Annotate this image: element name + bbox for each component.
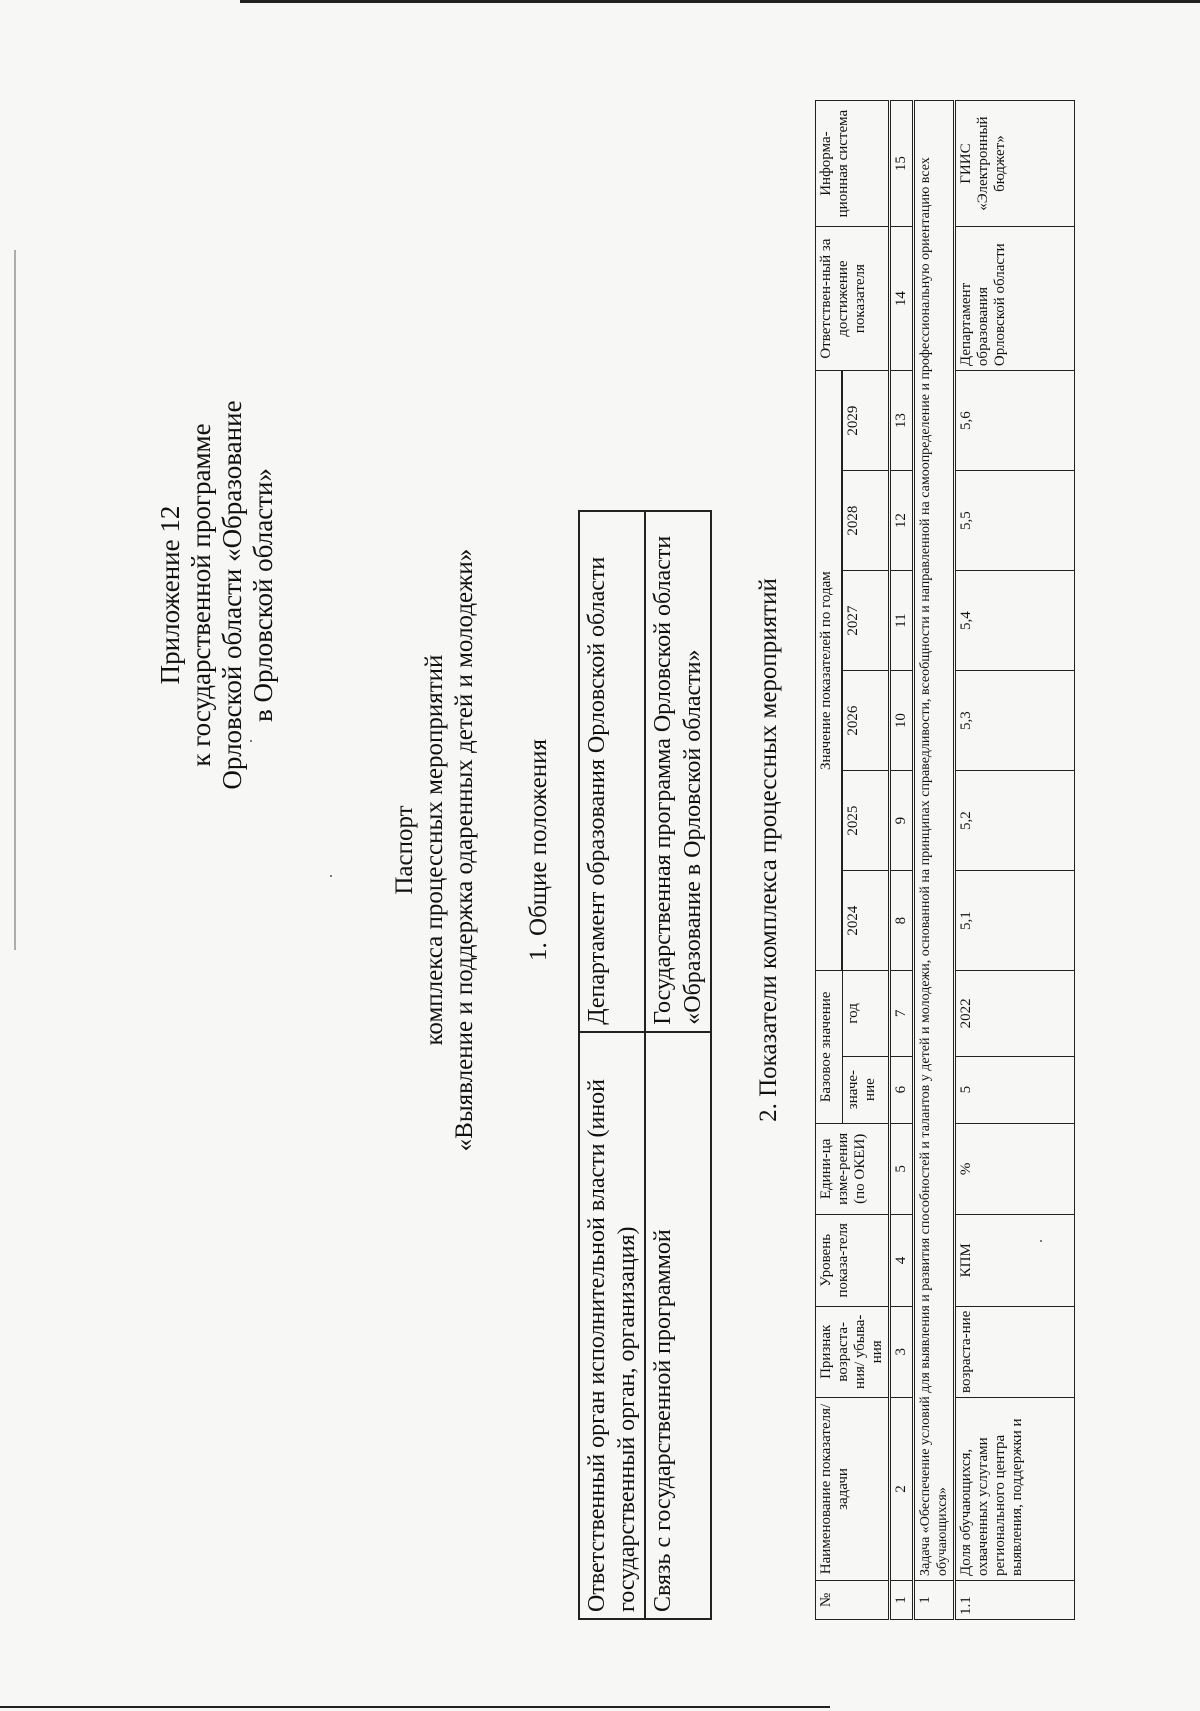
col-number: 4 xyxy=(890,1215,914,1306)
indicator-value: 5,4 xyxy=(955,571,1075,671)
scan-edge-top xyxy=(240,0,1200,3)
col-number: 14 xyxy=(890,227,914,371)
indicator-base-value: 5 xyxy=(955,1056,1075,1123)
header-info-system: Информа-ционная система xyxy=(816,101,890,227)
col-number: 5 xyxy=(890,1123,914,1214)
task-num: 1 xyxy=(914,1580,955,1619)
header-year: 2026 xyxy=(842,671,889,771)
col-number: 7 xyxy=(890,971,914,1056)
appendix-line: к государственной программе xyxy=(186,423,216,767)
indicator-num: 1.1 xyxy=(955,1580,1075,1619)
header-year: 2028 xyxy=(842,471,889,571)
header-unit: Едини-ца изме-рения (по ОКЕИ) xyxy=(816,1123,890,1214)
indicator-info-system: ГИИС «Электронный бюджет» xyxy=(955,101,1075,227)
col-number: 2 xyxy=(890,1398,914,1581)
header-base-year: год xyxy=(842,971,889,1056)
header-responsible: Ответствен-ный за достижение показателя xyxy=(816,227,890,371)
indicator-value: 5,1 xyxy=(955,871,1075,971)
passport-subtitle: комплекса процессных мероприятий xyxy=(421,654,448,1046)
header-num: № xyxy=(816,1580,890,1619)
row-value: Государственная программа Орловской области «Образование в Орловской области» xyxy=(645,511,711,1032)
table-row xyxy=(579,511,645,1619)
passport-name: «Выявление и поддержка одаренных детей и молодежи» xyxy=(451,548,478,1152)
col-number: 12 xyxy=(890,471,914,571)
general-provisions-table xyxy=(578,510,712,1620)
passport-title: Паспорт xyxy=(391,805,418,895)
col-number: 15 xyxy=(890,101,914,227)
col-number: 6 xyxy=(890,1056,914,1123)
table-row xyxy=(645,511,711,1619)
indicator-base-year: 2022 xyxy=(955,971,1075,1056)
indicator-unit: % xyxy=(955,1123,1075,1214)
col-number: 9 xyxy=(890,771,914,871)
header-base-value: значе-ние xyxy=(842,1056,889,1123)
indicator-responsible: Департамент образования Орловской области xyxy=(955,227,1075,371)
row-value: Департамент образования Орловской области xyxy=(579,511,645,1032)
col-number: 1 xyxy=(890,1580,914,1619)
row-label: Ответственный орган исполнительной власти (иной государственный орган, организация) xyxy=(579,1032,645,1619)
indicator-value: 5,5 xyxy=(955,471,1075,571)
scan-edge-bottom xyxy=(0,1706,830,1708)
section2-heading: 2. Показатели комплекса процессных мероприятий xyxy=(755,578,782,1122)
header-year: 2029 xyxy=(842,371,889,471)
scan-edge-left xyxy=(14,250,16,950)
rotated-page xyxy=(55,80,1065,1620)
header-base: Базовое значение xyxy=(816,971,843,1123)
section1-heading: 1. Общие положения xyxy=(525,739,552,961)
header-year: 2027 xyxy=(842,571,889,671)
header-sign: Признак возраста-ния/ убыва-ния xyxy=(816,1306,890,1397)
task-text: Задача «Обеспечение условий для выявления и развития способностей и талантов у детей и молодежи, основанной на принципах справедливости, всеобщности и направленной на самоопределение и профессиональную ориентацию всех обучающихся» xyxy=(914,101,955,1581)
column-number-row xyxy=(890,101,914,1620)
header-year: 2025 xyxy=(842,771,889,871)
indicator-name: Доля обучающихся, охваченных услугами регионального центра выявления, поддержки и xyxy=(955,1398,1075,1581)
row-label: Связь с государственной программой xyxy=(645,1032,711,1619)
col-number: 10 xyxy=(890,671,914,771)
task-row xyxy=(914,101,955,1620)
header-by-years: Значение показателей по годам xyxy=(816,371,842,971)
indicator-value: 5,6 xyxy=(955,371,1075,471)
indicator-value: 5,3 xyxy=(955,671,1075,771)
indicator-sign: возраста-ние xyxy=(955,1306,1075,1397)
indicators-table xyxy=(815,100,1075,1620)
col-number: 8 xyxy=(890,871,914,971)
header-level: Уровень показа-теля xyxy=(816,1215,890,1306)
col-number: 13 xyxy=(890,371,914,471)
header-row xyxy=(816,101,842,1620)
col-number: 3 xyxy=(890,1306,914,1397)
header-year: 2024 xyxy=(842,871,889,971)
indicator-row xyxy=(955,101,1075,1620)
passport-title-block xyxy=(390,80,480,1620)
col-number: 11 xyxy=(890,571,914,671)
appendix-line: Орловской области «Образование xyxy=(217,400,247,790)
appendix-line: в Орловской области» xyxy=(248,468,278,722)
indicator-value: 5,2 xyxy=(955,771,1075,871)
appendix-header xyxy=(155,380,279,810)
indicator-level: КПМ xyxy=(955,1215,1075,1306)
appendix-line: Приложение 12 xyxy=(155,505,185,685)
header-name: Наименование показателя/задачи xyxy=(816,1398,890,1581)
